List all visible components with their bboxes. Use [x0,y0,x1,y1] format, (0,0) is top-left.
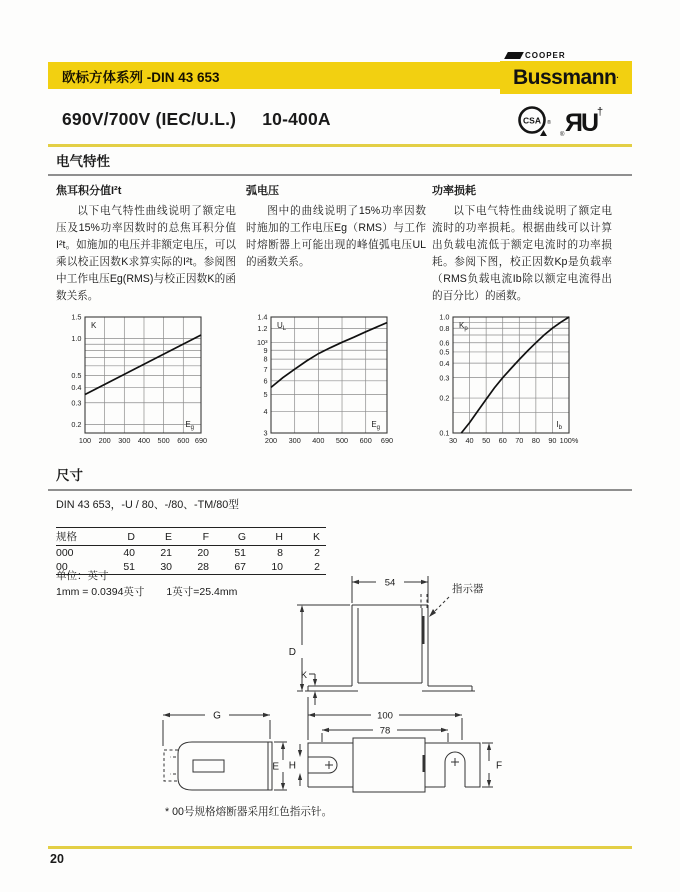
footer-divider [48,846,632,849]
chart-k-correction [58,306,244,456]
bussmann-wordmark: Bussmann [512,65,617,89]
column-body: 以下电气特性曲线说明了额定电流时的功率损耗。根据曲线可以计算出负载电流低于额定电流时的功率损耗。参阅下图，校正因数Kp是负载率（RMS负载电流Ib除以额定电流得出的百分比）的函数。 [432,205,612,302]
svg-text:690: 690 [194,436,208,445]
column-joule-integral [56,182,236,305]
svg-text:0.4: 0.4 [71,383,82,393]
column-arc-voltage [246,182,426,271]
col-header-f: F [178,528,215,546]
electrical-heading: 电气特性 [56,154,110,169]
indicator-label: 指示器 [452,583,484,595]
cooper-flag-icon [504,52,524,59]
svg-text:30: 30 [448,436,458,445]
chart-arc-voltage [244,306,430,456]
brand-block [500,44,632,94]
svg-text:90: 90 [548,436,557,445]
dim-label-g: G [213,710,221,722]
svg-text:Eg: $E_g$ [185,420,194,431]
svg-text:3: 3 [263,428,268,438]
din-type-subtitle: DIN 43 653，-U / 80、-/80、-TM/80型 [56,499,240,511]
svg-text:0.5: 0.5 [439,347,450,357]
svg-text:500: 500 [157,436,170,445]
svg-text:5: 5 [263,390,268,400]
electrical-divider [48,174,632,176]
ul-mark-icon [560,103,604,141]
svg-text:1.4: 1.4 [257,312,268,322]
svg-text:ЯU: ЯU [565,109,598,137]
svg-text:600: 600 [177,436,190,445]
page-title [62,109,331,130]
svg-text:0.5: 0.5 [71,371,82,381]
side-view-drawing [298,697,493,792]
svg-text:50: 50 [482,436,491,445]
svg-text:0.6: 0.6 [439,338,450,348]
table-row: 00 51 30 28 67 10 2 [56,560,326,575]
certification-marks [516,103,604,141]
col-header-k: K [289,528,326,546]
svg-text:CSA: CSA [523,115,541,126]
svg-text:0.3: 0.3 [439,373,450,383]
red-indicator-footnote: * 00号规格熔断器采用红色指示针。 [165,806,333,818]
units-note: 单位：英寸 [56,570,109,582]
svg-text:K: K [91,321,97,330]
column-title: 功率损耗 [432,185,476,197]
svg-text:0.2: 0.2 [71,419,82,429]
svg-text:0.3: 0.3 [71,398,82,408]
svg-text:0.1: 0.1 [439,428,450,438]
conversion-note: 1mm = 0.0394英寸 1英寸=25.4mm [56,586,238,598]
column-body: 图中的曲线说明了15%功率因数时施加的工作电压Eg（RMS）与工作时熔断器上可能出现的峰值弧电压UL的函数关系。 [246,205,426,268]
svg-text:400: 400 [137,436,151,445]
svg-text:100: 100 [78,436,92,445]
svg-text:1.5: 1.5 [71,312,82,322]
svg-text:100%: 100% [559,436,579,445]
front-view-drawing [297,576,475,705]
dim-label-100: 100 [377,710,393,722]
svg-text:4: 4 [263,406,268,416]
svg-text:600: 600 [359,436,372,445]
csa-mark-icon [516,104,552,140]
col-header-spec: 规格 [56,528,104,546]
column-power-loss [432,182,612,305]
dim-label-k: K [300,670,307,680]
svg-text:Eg: $E_g$ [371,420,380,431]
dim-label-f: F [496,760,503,772]
title-voltage: 690V/700V (IEC/U.L.) [62,109,237,129]
col-header-d: D [104,528,141,546]
cooper-label: COOPER [525,51,566,60]
svg-text:70: 70 [515,436,524,445]
svg-text:400: 400 [312,436,325,445]
svg-text:UL: $U_L$ [277,321,287,332]
bussmann-reg-mark: · [616,73,620,82]
dimensions-divider [48,489,632,491]
table-header-row [56,528,326,546]
svg-text:60: 60 [498,436,507,445]
chart-power-loss-correction [426,306,612,456]
title-row [48,103,632,141]
bussmann-logo [500,61,632,94]
column-body: 以下电气特性曲线说明了额定电压及15%功率因数时的总焦耳积分值I²t。如施加的电压并非额定电压，可以乘以校正因数K求算实际的I²t。参阅图中工作电压Eg(RMS)与校正因数K的函数关系。 [56,205,236,302]
series-header-bar [48,62,500,89]
svg-text:1.0: 1.0 [439,312,450,322]
cooper-row [500,44,632,60]
dim-label-78: 78 [379,725,391,737]
svg-text:300: 300 [118,436,131,445]
svg-text:690: 690 [380,436,394,445]
svg-text:Kp: $K_p$ [459,321,468,332]
svg-text:8: 8 [263,354,268,364]
series-title: 欧标方体系列 -DIN 43 653 [62,69,220,85]
svg-text:40: 40 [465,436,474,445]
dimensions-heading: 尺寸 [56,468,83,483]
col-header-g: G [215,528,252,546]
dim-label-h: H [288,760,296,772]
svg-text:†: † [597,106,604,118]
page-number: 20 [50,852,64,866]
table-row: 000 40 21 20 51 8 2 [56,547,320,559]
svg-text:Ib: $I_b$ [556,420,562,431]
title-current: 10-400A [262,109,331,129]
svg-text:300: 300 [288,436,301,445]
header-divider [48,144,632,147]
svg-text:6: 6 [263,376,268,386]
svg-text:9: 9 [263,345,268,355]
svg-text:200: 200 [98,436,111,445]
column-title: 弧电压 [246,185,279,197]
svg-text:®: ® [547,120,552,126]
svg-text:500: 500 [335,436,349,445]
column-title: 焦耳积分值I²t [56,185,122,197]
technical-drawings [0,565,680,805]
col-header-e: E [141,528,178,546]
dim-label-54: 54 [384,577,396,589]
svg-text:®: ® [560,132,565,138]
svg-text:0.2: 0.2 [439,393,450,403]
dim-label-e: E [272,761,279,773]
svg-text:7: 7 [263,364,268,374]
dim-label-d: D [288,647,296,658]
svg-text:200: 200 [264,436,278,445]
svg-text:1.2: 1.2 [257,324,268,334]
svg-text:0.4: 0.4 [439,358,450,368]
svg-text:10³: 10³ [256,337,268,347]
col-header-h: H [252,528,289,546]
svg-text:1.0: 1.0 [71,334,82,344]
top-view-drawing [163,710,287,790]
svg-text:80: 80 [531,436,540,445]
svg-text:0.8: 0.8 [439,323,450,333]
